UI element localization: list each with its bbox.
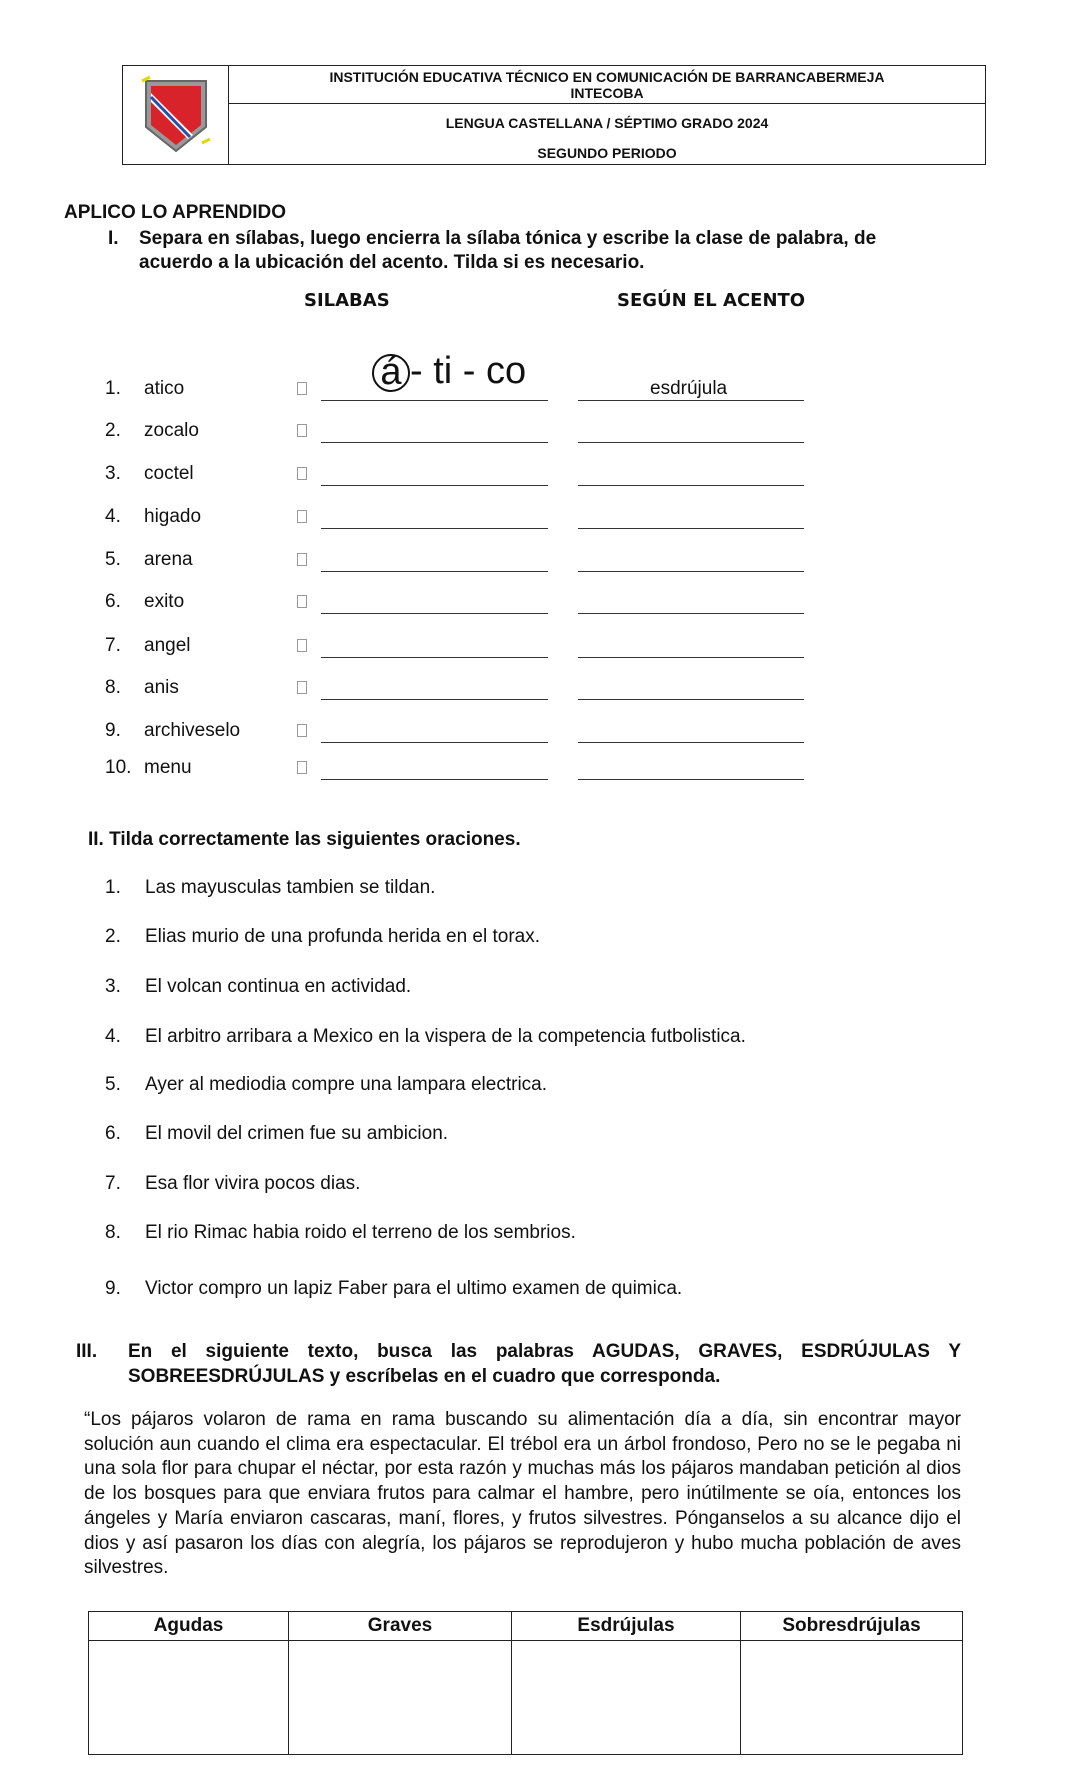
period: SEGUNDO PERIODO xyxy=(537,145,677,161)
item-number: 7. xyxy=(105,635,121,656)
item-number: 9. xyxy=(105,720,121,741)
sentence-text: El volcan continua en actividad. xyxy=(145,976,412,997)
header-agudas: Agudas xyxy=(89,1612,289,1641)
section1-instruction-2: acuerdo a la ubicación del acento. Tilda si es necesario. xyxy=(139,252,645,273)
sentence-text: Esa flor vivira pocos dias. xyxy=(145,1173,361,1194)
item-number: 6. xyxy=(105,591,121,612)
sentence-number: 1. xyxy=(105,877,121,898)
cell-sobresdrujulas[interactable] xyxy=(741,1641,963,1755)
accent-answer-line[interactable] xyxy=(578,742,804,743)
example-answer: esdrújula xyxy=(650,378,728,399)
item-word: archiveselo xyxy=(144,720,241,741)
item-word: anis xyxy=(144,677,179,698)
cell-esdrujulas[interactable] xyxy=(512,1641,741,1755)
accent-answer-line[interactable] xyxy=(578,400,804,401)
item-number: 1. xyxy=(105,378,121,399)
sentence-text: Elias murio de una profunda herida en el torax. xyxy=(145,926,541,947)
syllables-answer-line[interactable] xyxy=(321,442,548,443)
section2-heading: II. Tilda correctamente las siguientes oraciones. xyxy=(88,829,521,850)
item-word: exito xyxy=(144,591,185,612)
sentence-text: Victor compro un lapiz Faber para el ultimo examen de quimica. xyxy=(145,1278,683,1299)
item-word: coctel xyxy=(144,463,194,484)
checkbox[interactable] xyxy=(297,510,307,523)
cell-graves[interactable] xyxy=(289,1641,512,1755)
item-word: higado xyxy=(144,506,202,527)
syllables-answer-line[interactable] xyxy=(321,742,548,743)
header-sobresdrujulas: Sobresdrújulas xyxy=(741,1612,963,1641)
checkbox[interactable] xyxy=(297,761,307,774)
accent-answer-line[interactable] xyxy=(578,528,804,529)
syllables-answer-line[interactable] xyxy=(321,528,548,529)
section1-instruction-1: Separa en sílabas, luego encierra la sílaba tónica y escribe la clase de palabra, de xyxy=(139,228,877,249)
column-syllables: SILABAS xyxy=(304,290,390,311)
item-number: 10. xyxy=(105,757,132,778)
page-title: APLICO LO APRENDIDO xyxy=(64,202,287,223)
example-rest: - ti - co xyxy=(410,350,527,392)
header-box xyxy=(122,65,986,165)
sentence-text: El movil del crimen fue su ambicion. xyxy=(145,1123,449,1144)
section3-instruction-1: En el siguiente texto, busca las palabras AGUDAS, GRAVES, ESDRÚJULAS Y xyxy=(128,1341,961,1362)
classification-table xyxy=(88,1611,963,1755)
item-word: arena xyxy=(144,549,193,570)
checkbox[interactable] xyxy=(297,724,307,737)
syllables-answer-line[interactable] xyxy=(321,485,548,486)
sentence-number: 7. xyxy=(105,1173,121,1194)
sentence-number: 9. xyxy=(105,1278,121,1299)
header-esdrujulas: Esdrújulas xyxy=(512,1612,741,1641)
checkbox[interactable] xyxy=(297,553,307,566)
syllables-answer-line[interactable] xyxy=(321,571,548,572)
section1-number: I. xyxy=(108,228,119,249)
accent-answer-line[interactable] xyxy=(578,699,804,700)
sentence-number: 6. xyxy=(105,1123,121,1144)
item-number: 8. xyxy=(105,677,121,698)
column-accent: SEGÚN EL ACENTO xyxy=(617,290,806,311)
syllables-answer-line[interactable] xyxy=(321,779,548,780)
institution-name xyxy=(229,66,985,104)
checkbox[interactable] xyxy=(297,424,307,437)
checkbox[interactable] xyxy=(297,467,307,480)
accent-answer-line[interactable] xyxy=(578,779,804,780)
reading-passage: “Los pájaros volaron de rama en rama buscando su alimentación día a día, sin encontrar mayor solución aun cuando el clima era espectacular. El trébol era un árbol frondoso, Pero no se le pegaba ni una sola flor para chupar el néctar, por esta razón y muchas más los pájaros mandaban petición al dios de los bosques para que enviara frutos para calmar el hambre, pero inútilmente se oía, entonces los ángeles y María enviaron cascaras, maní, flores, y frutos silvestres. Pónganselos a su alcance dijo el dios y así pasaron los días con alegría, los pájaros se reprodujeron y hubo mucha población de aves silvestres. xyxy=(84,1409,961,1579)
sentence-text: El rio Rimac habia roido el terreno de los sembrios. xyxy=(145,1222,576,1243)
item-word: angel xyxy=(144,635,191,656)
item-number: 4. xyxy=(105,506,121,527)
item-word: menu xyxy=(144,757,192,778)
checkbox[interactable] xyxy=(297,595,307,608)
sentence-number: 4. xyxy=(105,1026,121,1047)
accent-answer-line[interactable] xyxy=(578,485,804,486)
item-word: zocalo xyxy=(144,420,199,441)
checkbox[interactable] xyxy=(297,382,307,395)
section3-instruction-2: SOBREESDRÚJULAS y escríbelas en el cuadro que corresponda. xyxy=(128,1366,721,1387)
item-number: 3. xyxy=(105,463,121,484)
institution-text: INSTITUCIÓN EDUCATIVA TÉCNICO EN COMUNICACIÓN DE BARRANCABERMEJA xyxy=(329,69,885,85)
sentence-number: 5. xyxy=(105,1074,121,1095)
checkbox[interactable] xyxy=(297,639,307,652)
school-logo xyxy=(123,66,229,164)
example-syllables xyxy=(372,350,526,393)
sentence-text: Ayer al mediodia compre una lampara electrica. xyxy=(145,1074,548,1095)
accent-answer-line[interactable] xyxy=(578,613,804,614)
institution-short: INTECOBA xyxy=(570,85,644,101)
subject: LENGUA CASTELLANA / SÉPTIMO GRADO 2024 xyxy=(445,115,769,131)
item-number: 2. xyxy=(105,420,121,441)
sentence-text: El arbitro arribara a Mexico en la vispera de la competencia futbolistica. xyxy=(145,1026,746,1047)
section3-number: III. xyxy=(76,1341,98,1362)
syllables-answer-line[interactable] xyxy=(321,613,548,614)
tonic-syllable-circle: á xyxy=(372,354,410,392)
accent-answer-line[interactable] xyxy=(578,657,804,658)
item-word: atico xyxy=(144,378,185,399)
accent-answer-line[interactable] xyxy=(578,442,804,443)
syllables-answer-line[interactable] xyxy=(321,400,548,401)
cell-agudas[interactable] xyxy=(89,1641,289,1755)
syllables-answer-line[interactable] xyxy=(321,699,548,700)
syllables-answer-line[interactable] xyxy=(321,657,548,658)
header-graves: Graves xyxy=(289,1612,512,1641)
sentence-number: 2. xyxy=(105,926,121,947)
sentence-text: Las mayusculas tambien se tildan. xyxy=(145,877,436,898)
sentence-number: 3. xyxy=(105,976,121,997)
item-number: 5. xyxy=(105,549,121,570)
accent-answer-line[interactable] xyxy=(578,571,804,572)
checkbox[interactable] xyxy=(297,681,307,694)
sentence-number: 8. xyxy=(105,1222,121,1243)
